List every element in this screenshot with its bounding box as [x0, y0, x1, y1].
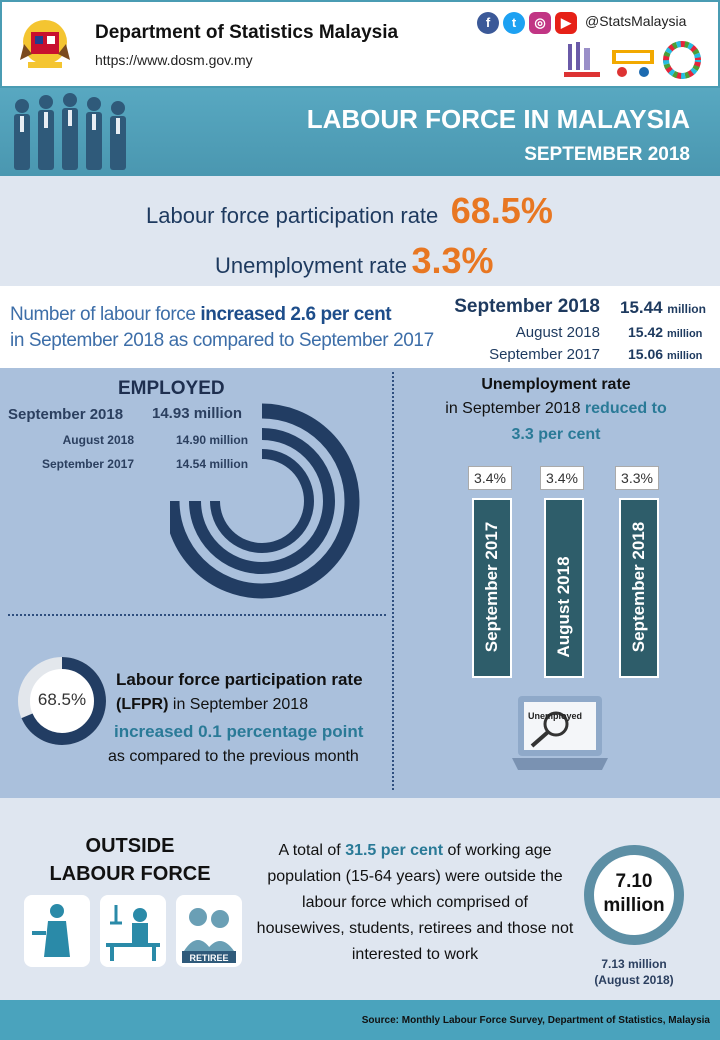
lf-row-unit: million [667, 302, 706, 316]
unemployment-title: Unemployment rate [481, 376, 631, 393]
laptop-label: Unemployed [528, 711, 583, 721]
horizontal-divider [8, 614, 386, 616]
social-handle[interactable]: @StatsMalaysia [585, 13, 687, 29]
employed-value: 14.54 million [176, 457, 249, 471]
employed-title: EMPLOYED [118, 378, 225, 399]
lf-row-number: 15.44 [620, 298, 663, 317]
lfpr-text-line4: as compared to the previous month [108, 748, 359, 765]
retiree-icon [176, 895, 242, 967]
outside-title-line1: OUTSIDE [85, 835, 175, 857]
unemployment-value-text: 3.3 per cent [511, 426, 601, 443]
event-logo [608, 40, 658, 80]
bar-value-bubble: 3.4% [540, 466, 584, 490]
labour-force-summary [10, 302, 450, 354]
outside-previous-period: (August 2018) [594, 973, 674, 987]
lf-row-period: August 2018 [515, 324, 600, 341]
employed-value: 14.90 million [176, 433, 249, 447]
page-subtitle: SEPTEMBER 2018 [524, 144, 690, 165]
outside-previous [574, 956, 694, 988]
isi-2019-logo [560, 40, 604, 80]
lf-row-period: September 2018 [454, 296, 600, 317]
twitter-icon[interactable]: t [503, 12, 525, 34]
ur-headline [215, 240, 494, 282]
vertical-divider [392, 372, 394, 790]
lfpr-headline-value: 68.5% [450, 190, 553, 231]
employed-period: September 2017 [41, 457, 134, 471]
lfpr-period: in September 2018 [168, 696, 309, 713]
outside-description [256, 838, 574, 968]
lf-row-unit: million [666, 350, 703, 362]
org-name: Department of Statistics Malaysia [95, 22, 399, 43]
unemployment-subtitle [400, 400, 712, 418]
ur-headline-value: 3.3% [411, 240, 494, 281]
bar-value-bubble: 3.4% [468, 466, 512, 490]
employed-period: August 2018 [62, 433, 134, 447]
employed-value: 14.93 million [152, 405, 243, 422]
lfpr-abbrev: (LFPR) [116, 696, 169, 713]
workers-group-icon [6, 92, 138, 174]
instagram-icon[interactable]: ◎ [529, 12, 551, 34]
outside-title-line2: LABOUR FORCE [49, 863, 211, 885]
outside-total-value [582, 870, 686, 918]
ur-line2-prefix: in September 2018 [445, 400, 585, 417]
laptop-magnifier-icon [510, 694, 610, 776]
lf-text-prefix: Number of labour force [10, 304, 201, 325]
lf-row-unit: million [666, 328, 703, 340]
outside-total-unit: million [603, 895, 665, 916]
lfpr-headline-label: Labour force participation rate [146, 203, 439, 228]
bar-label: August 2018 [554, 556, 573, 658]
outside-text-prefix: A total of [278, 842, 346, 859]
lfpr-text-line2 [116, 696, 308, 714]
lfpr-donut-value: 68.5% [37, 690, 87, 709]
housewife-icon [24, 895, 90, 967]
outside-text-suffix: of working age population (15-64 years) were outside the labour force which comprised of housewives, students, retirees and those not interested to work [256, 842, 574, 963]
lfpr-headline [146, 190, 553, 232]
org-url[interactable]: https://www.dosm.gov.my [95, 52, 253, 68]
bar-value-bubble: 3.3% [615, 466, 659, 490]
lf-text-bold: increased 2.6 per cent [200, 304, 392, 325]
lf-row-number: 15.42 [628, 324, 664, 340]
lf-row-value [628, 324, 702, 340]
page-title: LABOUR FORCE IN MALAYSIA [306, 104, 690, 134]
student-icon [100, 895, 166, 967]
source-note: Source: Monthly Labour Force Survey, Department of Statistics, Malaysia [361, 1015, 710, 1026]
sdg-wheel-logo [662, 40, 702, 80]
outside-title [40, 832, 220, 888]
lf-row-value [620, 298, 706, 318]
lfpr-text-line3: increased 0.1 percentage point [114, 722, 364, 741]
ur-headline-label: Unemployment rate [215, 253, 407, 278]
lf-row-value [628, 346, 702, 362]
outside-total-number: 7.10 [615, 871, 653, 892]
lf-text-suffix: in September 2018 as compared to September 2017 [10, 330, 434, 351]
bar-label: September 2018 [629, 521, 648, 653]
coat-of-arms-logo [14, 14, 76, 76]
lf-row-period: September 2017 [489, 346, 600, 363]
youtube-icon[interactable]: ▶ [555, 12, 577, 34]
employed-period: September 2018 [8, 406, 124, 423]
employed-arcs-graphic [170, 400, 390, 600]
outside-text-bold: 31.5 per cent [345, 842, 444, 859]
ur-line2-highlight: reduced to [584, 400, 667, 417]
bar-label: September 2017 [482, 521, 501, 653]
facebook-icon[interactable]: f [477, 12, 499, 34]
lf-row-number: 15.06 [628, 346, 664, 362]
outside-previous-value: 7.13 million [601, 957, 667, 971]
lfpr-text-line1: Labour force participation rate [116, 670, 363, 689]
retiree-label: RETIREE [189, 953, 229, 963]
